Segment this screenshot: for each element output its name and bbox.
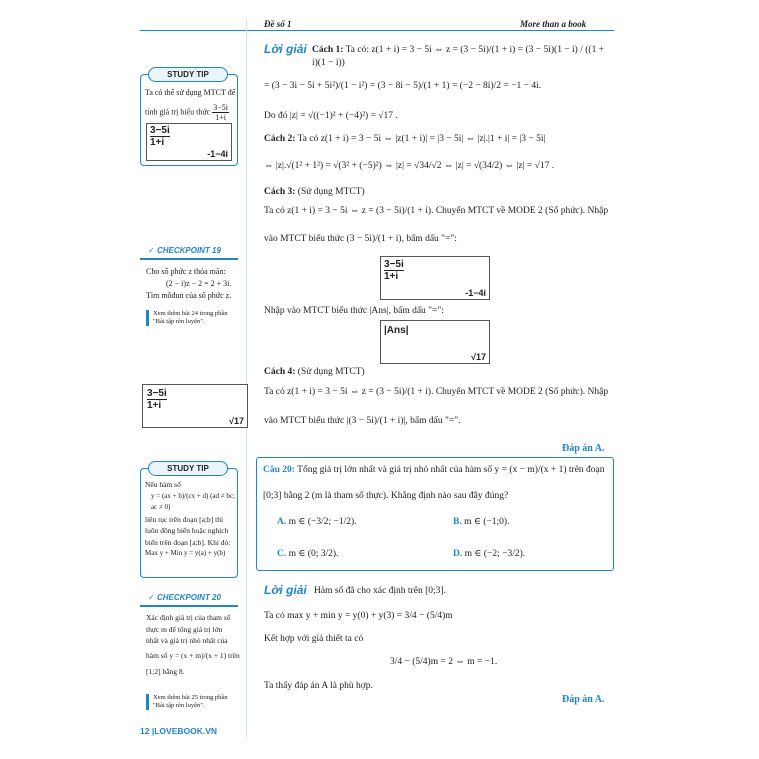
method-1-line3: Do đó |z| = √((−1)² + (−4)²) = √17 .	[264, 111, 398, 121]
method-3-title: (Sử dụng MTCT)	[297, 187, 365, 197]
answer-2: Đáp án A.	[562, 694, 605, 705]
method-1-label: Cách 1:	[312, 45, 344, 55]
checkpoint-19-rule	[140, 258, 238, 260]
side-calc-denominator: 1+i	[147, 400, 162, 411]
calculator-display-1	[380, 256, 490, 300]
method-1-line1: Ta có: z(1 + i) = 3 − 5i ⇔ z = (3 − 5i)/(1 + i) = (3 − 5i)(1 − i) / ((1 + i)(1 − i))	[312, 45, 605, 68]
method-4-line2: vào MTCT biểu thức |(3 − 5i)/(1 + i)|, bấm dấu "=".	[264, 416, 461, 426]
option-d[interactable]	[453, 548, 525, 559]
option-a[interactable]	[277, 516, 357, 527]
method-2-line1: Ta có z(1 + i) = 3 − 5i ⇔ |z(1 + i)| = |3 − 5i| ⇔ |z|.|1 + i| = |3 − 5i|	[297, 134, 546, 144]
checkpoint-19-reference	[146, 310, 242, 326]
checkpoint-19-line3: Tìm môđun của số phức z.	[146, 291, 232, 300]
checkpoint-20-ref2: "Bài tập rèn luyện".	[153, 702, 205, 709]
calc2-result: √17	[471, 352, 486, 362]
solution-heading-1: Lời giải	[264, 42, 307, 56]
checkpoint-20-l3: nhất và giá trị nhỏ nhất của	[146, 636, 228, 645]
checkpoint-20-reference	[146, 694, 242, 710]
question-20-line1: Tổng giá trị lớn nhất và giá trị nhỏ nhất của hàm số y = (x − m)/(x + 1) trên đoạn	[297, 465, 605, 475]
checkpoint-20-rule	[140, 605, 238, 607]
method-4-title: (Sử dụng MTCT)	[297, 367, 365, 377]
study-tip-1	[140, 74, 238, 166]
option-c-label: C.	[277, 549, 287, 559]
checkpoint-20-l2: thực m để tổng giá trị lớn	[146, 624, 223, 634]
study-tip-2-l6: Max y + Min y = y(a) + y(b)	[145, 549, 226, 557]
study-tip-1-calculator	[146, 123, 232, 161]
option-c[interactable]	[277, 548, 338, 559]
method-3-line1: Ta có z(1 + i) = 3 − 5i ⇔ z = (3 − 5i)/(1 + i). Chuyển MTCT về MODE 2 (Số phức). Nhập	[264, 206, 609, 216]
study-tip-1-frac-n: 3−5i	[213, 103, 228, 112]
solution-2-line4: Ta thấy đáp án A là phù hợp.	[264, 681, 373, 691]
option-b-text: m ∈ (−1;0).	[464, 517, 510, 527]
study-tip-1-text1: Ta có thể sử dụng MTCT để	[145, 88, 236, 97]
method-1-line2: = (3 − 3i − 5i + 5i²)/(1 − i²) = (3 − 8i − 5)/(1 + 1) = (−2 − 8i)/2 = −1 − 4i.	[264, 81, 542, 91]
question-20-label: Câu 20:	[263, 465, 295, 475]
calc1-numerator: 3−5i	[384, 259, 404, 270]
method-4-line1: Ta có z(1 + i) = 3 − 5i ⇔ z = (3 − 5i)/(1 + i). Chuyển MTCT về MODE 2 (Số phức). Nhập	[264, 387, 609, 397]
solution-2-intro: Hàm số đã cho xác định trên [0;3].	[314, 586, 446, 596]
option-d-text: m ∈ (−2; −3/2).	[464, 549, 526, 559]
header-left: Đề số 1	[264, 19, 292, 29]
side-calc-numerator: 3−5i	[147, 388, 167, 399]
checkpoint-19-label: CHECKPOINT 19	[156, 246, 221, 255]
checkpoint-20-l4: hàm số y = (x + m)/(x + 1) trên	[146, 650, 240, 660]
solution-2-line1: Ta có max y + min y = y(0) + y(3) = 3/4 − (5/4)m	[264, 611, 453, 621]
site-name: LOVEBOOK.VN	[154, 726, 218, 736]
answer-1: Đáp án A.	[562, 443, 605, 454]
checkpoint-19-ref1: Xem thêm bài 24 trong phần	[153, 310, 228, 317]
side-calc-result: √17	[229, 416, 244, 426]
option-a-label: A.	[277, 517, 287, 527]
method-4-label: Cách 4:	[264, 367, 296, 377]
option-c-text: m ∈ (0; 3/2).	[288, 549, 339, 559]
option-b[interactable]	[453, 516, 509, 527]
method-3-line3: Nhập vào MTCT biểu thức |Ans|, bấm dấu "=":	[264, 306, 444, 316]
study-tip-1-text2: tính giá trị biểu thức	[145, 107, 211, 117]
method-2-line2: ⇔ |z|.√(1² + 1²) = √(3² + (−5)²) ⇔ |z| = √34/√2 ⇔ |z| = √(34/2) ⇔ |z| = √17 .	[264, 161, 555, 171]
checkpoint-20-l5: [1;2] bằng 8.	[146, 667, 185, 676]
question-20-line2: [0;3] bằng 2 (m là tham số thực). Khẳng định nào sau đây đúng?	[263, 491, 509, 501]
checkpoint-19-ref2: "Bài tập rèn luyện".	[153, 318, 205, 325]
checkpoint-19-title: ✓ CHECKPOINT 19	[148, 246, 221, 255]
study-tip-1-frac-d: 1+i	[215, 113, 226, 122]
calc1-denominator: 1+i	[384, 271, 399, 282]
study-tip-2-l3: liên tục trên đoạn [a;b] thì	[145, 514, 224, 524]
option-d-label: D.	[453, 549, 463, 559]
calculator-display-2	[380, 320, 490, 364]
study-tip-2-l5: biến trên đoạn [a;b]. Khi đó:	[145, 537, 231, 547]
study-tip-2-label: STUDY TIP	[148, 461, 228, 476]
calc-numerator: 3−5i	[150, 125, 170, 136]
header-right: More than a book	[520, 19, 587, 29]
study-tip-2-l1: Nếu hàm số	[145, 480, 181, 489]
checkpoint-20-label: CHECKPOINT 20	[156, 593, 221, 602]
solution-2-line3: 3/4 − (5/4)m = 2 ⇔ m = −1.	[390, 657, 498, 667]
checkpoint-20-l1: Xác định giá trị của tham số	[146, 613, 231, 622]
calc-result: -1−4i	[207, 149, 228, 159]
footer: 12 |LOVEBOOK.VN	[140, 726, 218, 736]
study-tip-2	[140, 468, 238, 578]
side-calculator	[142, 384, 248, 428]
study-tip-2-l2: y = (ax + b)/(cx + d) (ad ≠ bc; ac ≠ 0)	[151, 491, 235, 511]
header-rule	[140, 30, 614, 31]
checkpoint-20-ref1: Xem thêm bài 25 trong phần	[153, 694, 228, 701]
solution-heading-2: Lời giải	[264, 583, 307, 597]
checkpoint-20-title: ✓ CHECKPOINT 20	[148, 593, 221, 602]
calc-denominator: 1+i	[150, 137, 165, 148]
calc1-result: -1−4i	[465, 288, 486, 298]
checkpoint-19-line2: (2 − i)z − 2 = 2 + 3i.	[166, 279, 232, 288]
study-tip-1-label: STUDY TIP	[148, 67, 228, 82]
method-2-label: Cách 2:	[264, 134, 296, 144]
solution-2-line2: Kết hợp với giả thiết ta có	[264, 634, 364, 644]
option-b-label: B.	[453, 517, 462, 527]
method-3-line2: vào MTCT biểu thức (3 − 5i)/(1 + i), bấm dấu "=":	[264, 234, 457, 244]
calc2-expression: |Ans|	[384, 325, 409, 336]
checkpoint-19-line1: Cho số phức z thỏa mãn:	[146, 267, 226, 276]
option-a-text: m ∈ (−3/2; −1/2).	[288, 517, 357, 527]
column-divider	[246, 18, 247, 738]
method-3-label: Cách 3:	[264, 187, 296, 197]
page-number: 12	[140, 726, 150, 736]
question-20-box	[256, 457, 614, 571]
study-tip-2-l4: luôn đồng biến hoặc nghịch	[145, 526, 229, 535]
